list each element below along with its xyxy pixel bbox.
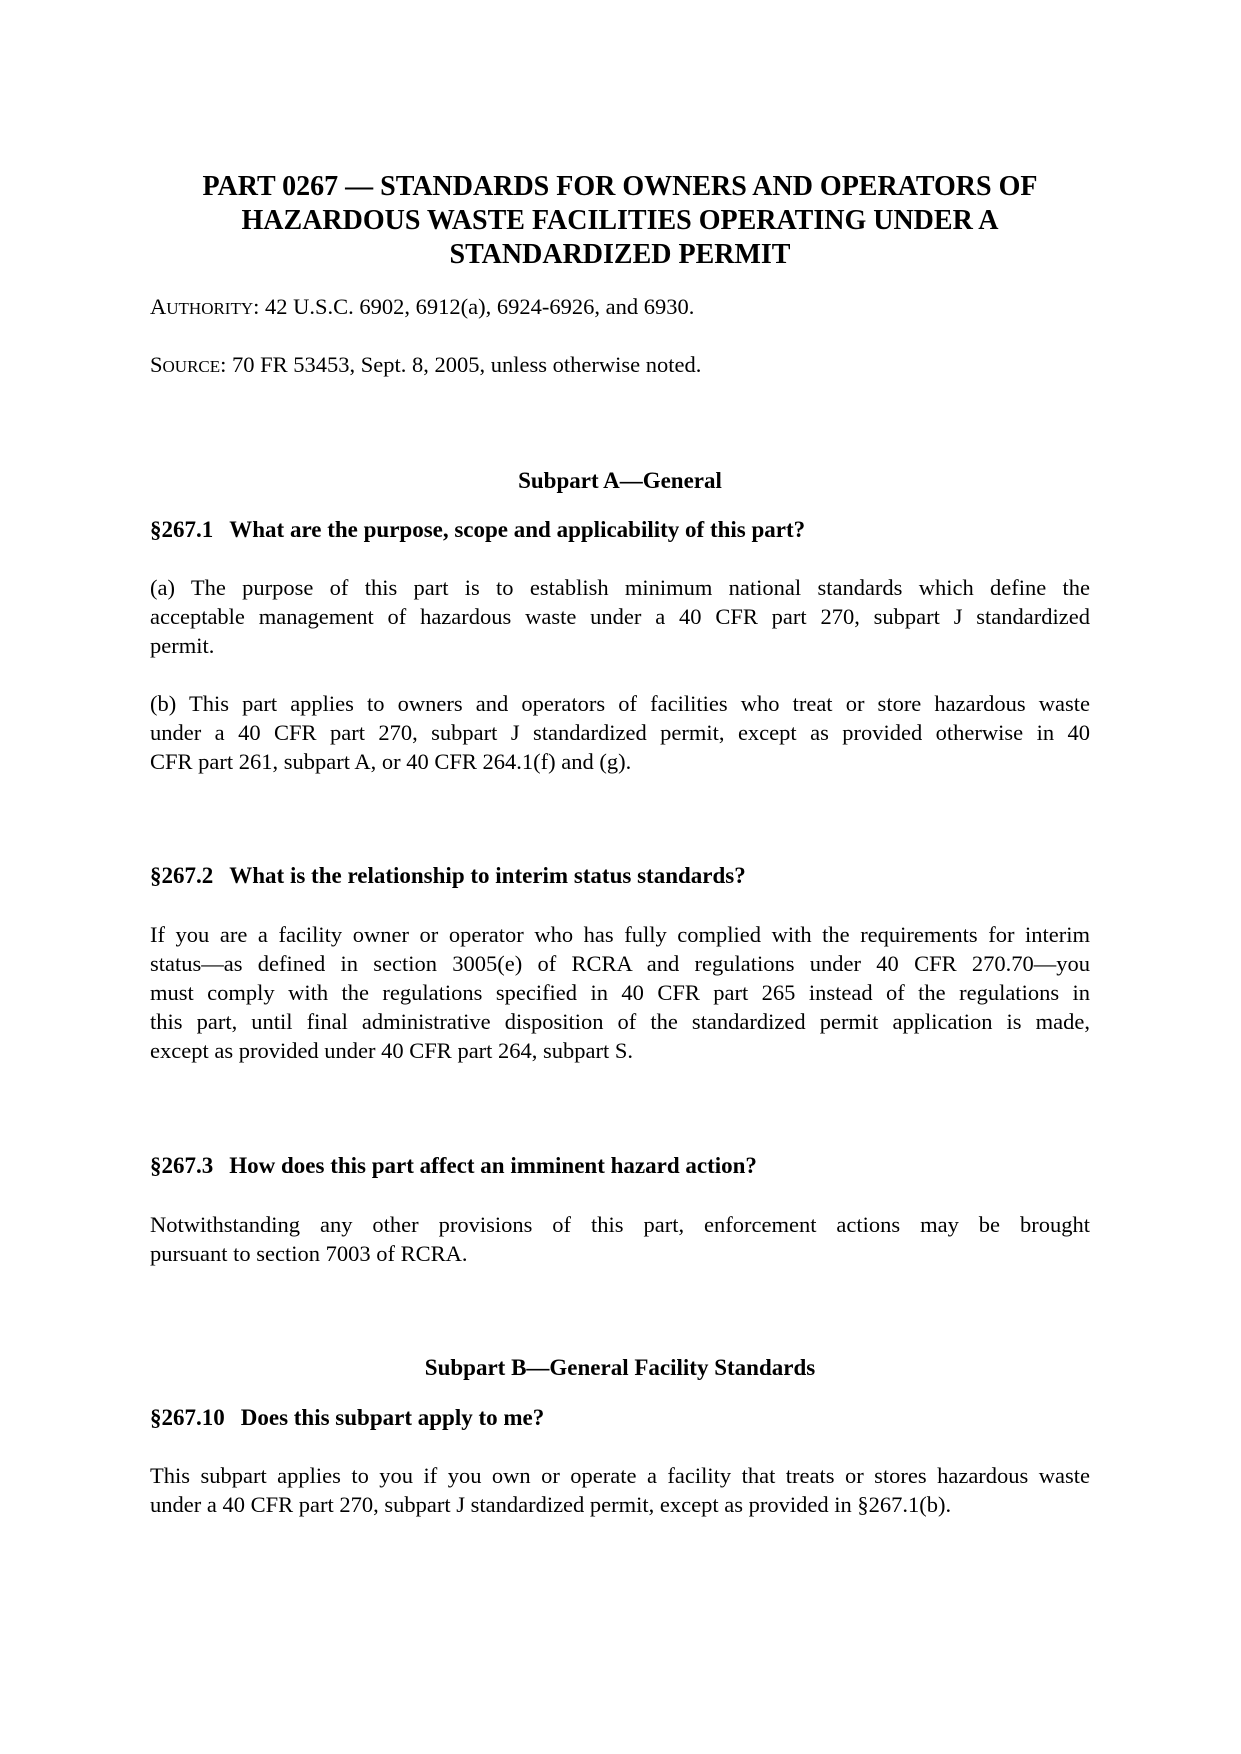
part-title <box>150 170 1090 272</box>
paragraph-line: permit. <box>150 633 215 658</box>
paragraph-line: CFR part 261, subpart A, or 40 CFR 264.1(f) and (g). <box>150 749 632 774</box>
section-267-1-paragraph-a <box>150 573 1090 660</box>
paragraph-line: acceptable management of hazardous waste under a 40 CFR part 270, subpart J standardized <box>150 604 1090 629</box>
part-title-line: PART 0267 — STANDARDS FOR OWNERS AND OPERATORS OF <box>202 171 1038 202</box>
section-number: §267.2 <box>150 863 214 888</box>
section-267-2-paragraph <box>150 920 1090 1065</box>
section-number: §267.1 <box>150 517 214 542</box>
section-number: §267.10 <box>150 1405 225 1430</box>
section-267-3-paragraph <box>150 1210 1090 1268</box>
section-title: What is the relationship to interim status standards? <box>229 863 746 888</box>
subpart-b-heading: Subpart B—General Facility Standards <box>424 1355 816 1380</box>
section-267-10-paragraph <box>150 1461 1090 1519</box>
paragraph-line: (a) The purpose of this part is to establish minimum national standards which define the <box>150 575 1090 600</box>
paragraph-line: must comply with the regulations specified in 40 CFR part 265 instead of the regulations in <box>150 980 1090 1005</box>
paragraph-line: (b) This part applies to owners and operators of facilities who treat or store hazardous waste <box>150 691 1090 716</box>
part-title-line: STANDARDIZED PERMIT <box>449 239 791 270</box>
section-267-1-heading <box>150 516 1090 544</box>
paragraph-line: pursuant to section 7003 of RCRA. <box>150 1241 468 1266</box>
paragraph-line: This subpart applies to you if you own or operate a facility that treats or stores hazardous waste <box>150 1463 1090 1488</box>
paragraph-line: this part, until final administrative disposition of the standardized permit application is made, <box>150 1009 1090 1034</box>
section-title: What are the purpose, scope and applicability of this part? <box>229 517 806 542</box>
section-title: How does this part affect an imminent hazard action? <box>229 1153 757 1178</box>
paragraph-line: status—as defined in section 3005(e) of RCRA and regulations under 40 CFR 270.70—you <box>150 951 1090 976</box>
source-line <box>150 351 1090 381</box>
paragraph-line: except as provided under 40 CFR part 264, subpart S. <box>150 1038 634 1063</box>
authority-label-rest: UTHORITY <box>166 299 254 318</box>
section-267-10-heading <box>150 1404 1090 1432</box>
paragraph-line: under a 40 CFR part 270, subpart J standardized permit, except as provided in §267.1(b). <box>150 1492 952 1517</box>
part-title-line: HAZARDOUS WASTE FACILITIES OPERATING UNDER A <box>241 205 999 236</box>
section-267-3-heading <box>150 1152 1090 1180</box>
section-title: Does this subpart apply to me? <box>240 1405 545 1430</box>
paragraph-line: Notwithstanding any other provisions of this part, enforcement actions may be brought <box>150 1212 1090 1237</box>
source-text: : 70 FR 53453, Sept. 8, 2005, unless otherwise noted. <box>220 352 702 377</box>
section-267-1-paragraph-b <box>150 689 1090 776</box>
paragraph-line: under a 40 CFR part 270, subpart J standardized permit, except as provided otherwise in 40 <box>150 720 1090 745</box>
authority-label-initial: A <box>150 294 167 319</box>
source-label-rest: OURCE <box>162 357 221 376</box>
section-267-2-heading <box>150 862 1090 890</box>
authority-line <box>150 293 1090 323</box>
paragraph-line: If you are a facility owner or operator who has fully complied with the requirements for interim <box>150 922 1090 947</box>
authority-text: : 42 U.S.C. 6902, 6912(a), 6924-6926, and 6930. <box>253 294 695 319</box>
section-number: §267.3 <box>150 1153 214 1178</box>
source-label-initial: S <box>150 352 163 377</box>
subpart-a-heading: Subpart A—General <box>518 468 722 493</box>
